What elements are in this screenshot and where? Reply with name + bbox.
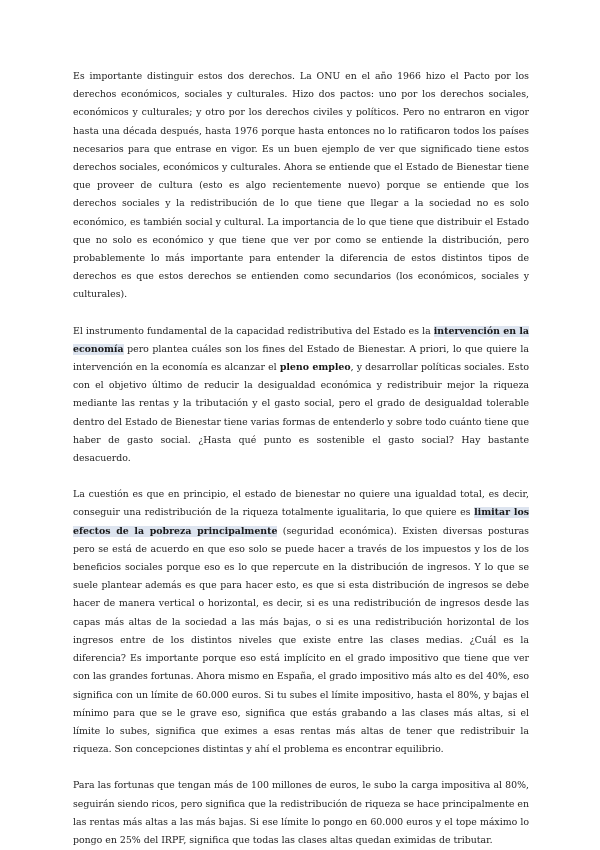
- paragraph-3-text-b: (seguridad económica). Existen diversas posturas pero se está de acuerdo en que eso solo se puede hacer a través de los impuestos y los de los beneficios sociales porque eso es lo que repercute en la distribución de ingresos. Y lo que se suele plantear además es que para hacer esto, es que si esta distribución de ingresos se debe hacer de manera vertical o horizontal, es decir, si es una redistribución de ingresos desde las capas más altas de la sociedad a las más bajas, o si es una redistribución horizontal de los ingresos entre de los distintos niveles que existe entre las clases medias. ¿Cuál es la diferencia? Es importante porque eso está implícito en el grado impositivo que tiene que ver con las grandes fortunas. Ahora mismo en España, el grado impositivo más alto es del 40%, eso significa con un límite de 60.000 euros. Si tu subes el límite impositivo, hasta el 80%, y bajas el mínimo para que se le grave eso, significa que estás grabando a las clases más altas, si el límite lo subes, significa que eximes a esas rentas más altas de tener que redistribuir la riqueza. Son concepciones distintas y ahí el problema es encontrar equilibrio.: [73, 525, 529, 756]
- paragraph-1: [73, 68, 529, 305]
- paragraph-3: [73, 486, 529, 759]
- paragraph-2-text-a: El instrumento fundamental de la capacidad redistributiva del Estado es la: [73, 325, 434, 337]
- highlight-intervencion-economia: intervención en la economía: [73, 325, 529, 355]
- highlight-limitar-efectos-pobreza: limitar los efectos de la pobreza principalmente: [73, 507, 529, 537]
- document-body: [73, 68, 529, 850]
- paragraph-4: [73, 777, 529, 850]
- paragraph-4-text: Para las fortunas que tengan más de 100 millones de euros, le subo la carga impositiva al 80%, seguirán siendo ricos, pero significa que la redistribución de riqueza se hace principalmente en las rentas más altas a las más bajas. Si ese límite lo pongo en 60.000 euros y el tope máximo lo pongo en 25% del IRPF, significa que todas las clases altas quedan eximidas de tributar.: [73, 780, 529, 846]
- paragraph-2-text-b: pero plantea cuáles son los fines del Estado de Bienestar. A priori, lo que quiere la intervención en la economía es alcanzar el: [73, 343, 529, 374]
- paragraph-2: [73, 323, 529, 469]
- paragraph-1-text: Es importante distinguir estos dos derechos. La ONU en el año 1966 hizo el Pacto por los derechos económicos, sociales y culturales. Hizo dos pactos: uno por los derechos sociales, económicos y culturales; y otro por los derechos civiles y políticos. Pero no entraron en vigor hasta una década después, hasta 1976 porque hasta entonces no lo ratificaron todos los países necesarios para que entrase en vigor. Es un buen ejemplo de ver que significado tiene estos derechos sociales, económicos y culturales. Ahora se entiende que el Estado de Bienestar tiene que proveer de cultura (esto es algo recientemente nuevo) porque se entiende que los derechos sociales y la redistribución de lo que tiene que llegar a la sociedad no es solo económico, es también social y cultural. La importancia de lo que tiene que distribuir el Estado que no solo es económico y que tiene que ver por como se entiende la distribución, pero probablemente lo más importante para entender la diferencia de estos distintos tipos de derechos es que estos derechos se entienden como secundarios (los económicos, sociales y culturales).: [73, 71, 529, 301]
- bold-pleno-empleo: pleno empleo: [279, 362, 351, 374]
- paragraph-2-text-c: , y desarrollar políticas sociales. Esto con el objetivo último de reducir la desigualdad económica y redistribuir mejor la riqueza mediante las rentas y la tributación y el gasto social, pero el grado de desigualdad tolerable dentro del Estado de Bienestar tiene varias formas de entenderlo y sobre todo cuánto tiene que haber de gasto social. ¿Hasta qué punto es sostenible el gasto social? Hay bastante desacuerdo.: [73, 362, 529, 465]
- paragraph-3-text-a: La cuestión es que en principio, el estado de bienestar no quiere una igualdad total, es decir, conseguir una redistribución de la riqueza totalmente igualitaria, lo que quiere es: [73, 489, 529, 519]
